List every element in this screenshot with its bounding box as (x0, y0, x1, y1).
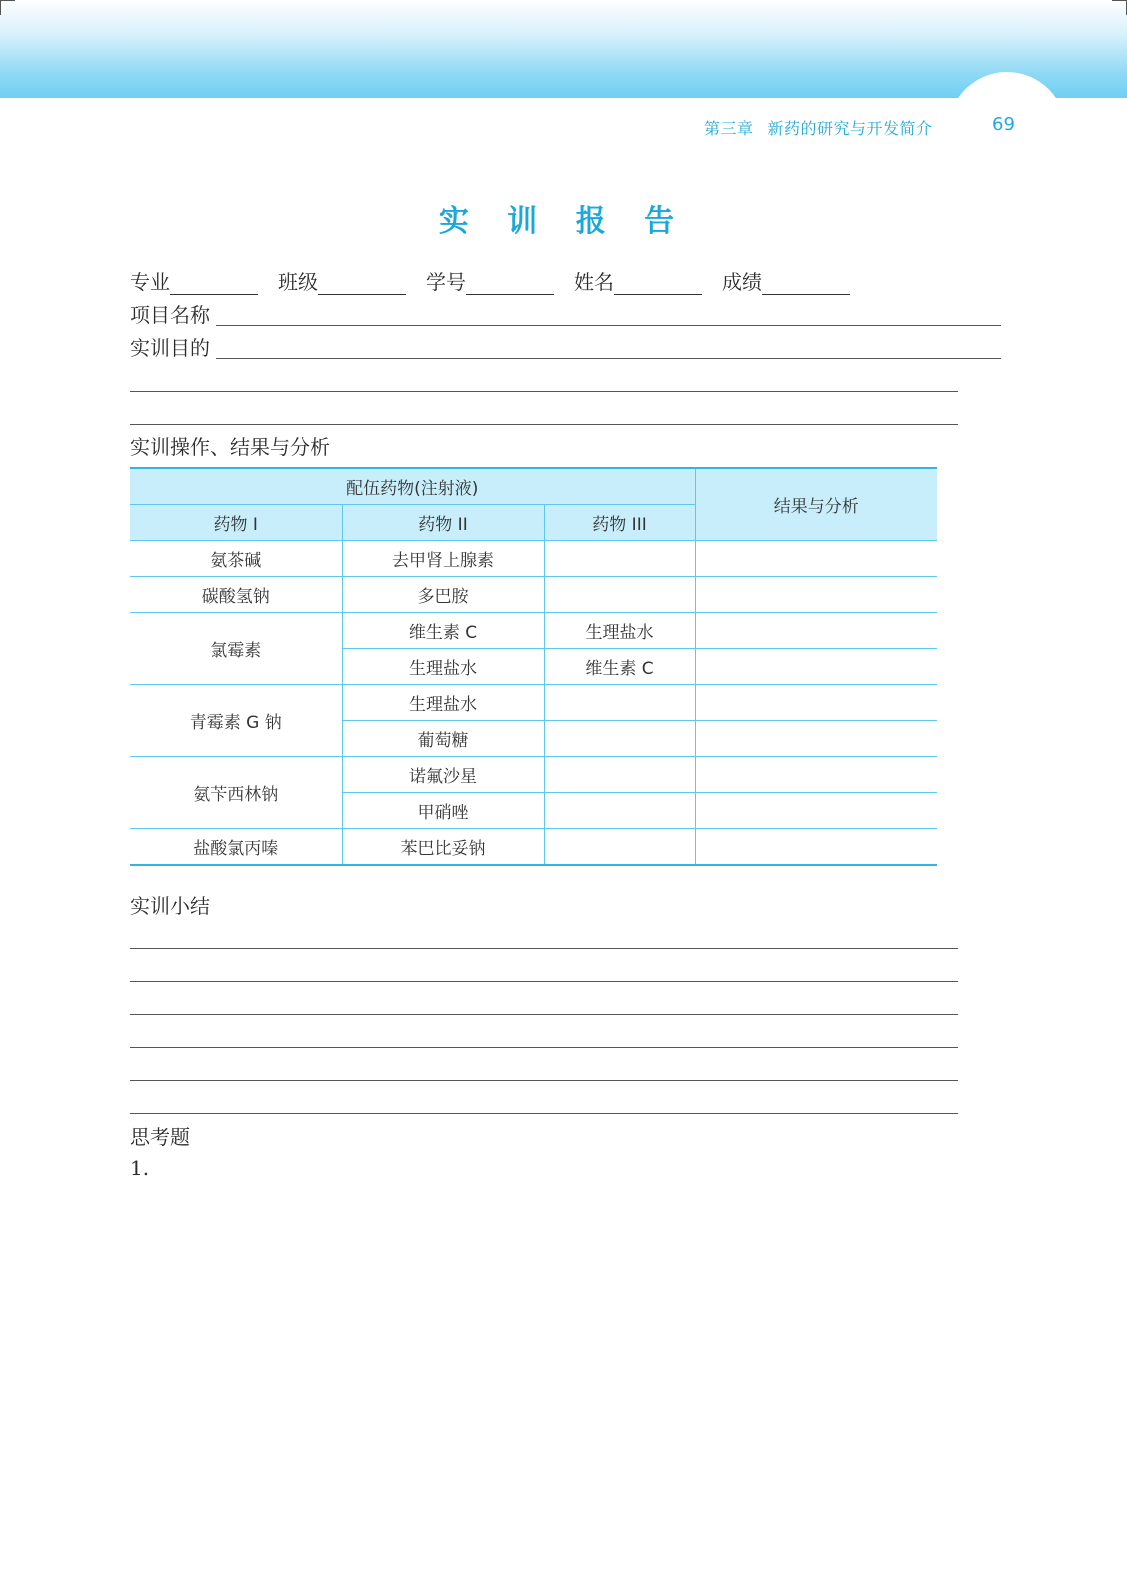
info-field (574, 266, 702, 295)
summary-label: 实训小结 (130, 894, 210, 918)
purpose-line[interactable] (130, 391, 958, 392)
info-field-blank[interactable] (762, 270, 850, 295)
report-title: 实 训 报 告 (438, 204, 689, 239)
table-row (130, 757, 937, 793)
table-row (130, 613, 937, 649)
column-header: 药物 I (130, 505, 342, 541)
questions-label: 思考题 (130, 1125, 190, 1149)
project-name-label: 项目名称 (130, 303, 210, 327)
result-cell[interactable] (695, 829, 937, 866)
chapter-number: 第三章 (704, 119, 754, 138)
student-info-row (130, 266, 870, 295)
drug3-cell (544, 541, 695, 577)
table-row (130, 541, 937, 577)
drug2-cell: 甲硝唑 (342, 793, 544, 829)
drug1-cell: 氯霉素 (130, 613, 342, 685)
result-cell[interactable] (695, 685, 937, 721)
table-row (130, 685, 937, 721)
result-cell[interactable] (695, 649, 937, 685)
drug3-cell: 维生素 C (544, 649, 695, 685)
page-number: 69 (992, 114, 1015, 135)
summary-line[interactable] (130, 1014, 958, 1015)
table-row (130, 577, 937, 613)
result-cell[interactable] (695, 613, 937, 649)
question-1: 1. (130, 1156, 150, 1180)
info-field-label: 学号 (426, 270, 466, 294)
drug2-cell: 诺氟沙星 (342, 757, 544, 793)
info-field-label: 班级 (278, 270, 318, 294)
drug2-cell: 多巴胺 (342, 577, 544, 613)
info-field-label: 姓名 (574, 270, 614, 294)
drug3-cell (544, 829, 695, 866)
chapter-title: 新药的研究与开发简介 (767, 119, 933, 138)
drug1-cell: 青霉素 G 钠 (130, 685, 342, 757)
compatibility-table (130, 467, 937, 866)
info-field (130, 266, 258, 295)
project-name-line[interactable] (216, 325, 1001, 326)
result-cell[interactable] (695, 793, 937, 829)
summary-line[interactable] (130, 1047, 958, 1048)
crop-mark (1112, 0, 1127, 15)
drug2-cell: 去甲肾上腺素 (342, 541, 544, 577)
running-head (704, 116, 933, 139)
info-field-blank[interactable] (170, 270, 258, 295)
info-field (278, 266, 406, 295)
drug1-cell: 碳酸氢钠 (130, 577, 342, 613)
table-row (130, 829, 937, 866)
summary-line[interactable] (130, 981, 958, 982)
result-cell[interactable] (695, 757, 937, 793)
info-field (722, 266, 850, 295)
purpose-line[interactable] (130, 424, 958, 425)
result-cell[interactable] (695, 721, 937, 757)
drug3-cell (544, 793, 695, 829)
info-field-label: 成绩 (722, 270, 762, 294)
drug3-cell (544, 685, 695, 721)
drug2-cell: 生理盐水 (342, 685, 544, 721)
info-field-label: 专业 (130, 270, 170, 294)
column-header: 药物 II (342, 505, 544, 541)
drug3-cell (544, 721, 695, 757)
drug1-cell: 盐酸氯丙嗪 (130, 829, 342, 866)
operation-label: 实训操作、结果与分析 (130, 435, 330, 459)
drug2-cell: 葡萄糖 (342, 721, 544, 757)
result-cell[interactable] (695, 541, 937, 577)
summary-line[interactable] (130, 1113, 958, 1114)
info-field-blank[interactable] (318, 270, 406, 295)
drug1-cell: 氨茶碱 (130, 541, 342, 577)
drug2-cell: 苯巴比妥钠 (342, 829, 544, 866)
drug3-cell (544, 757, 695, 793)
drug3-cell (544, 577, 695, 613)
drug1-cell: 氨苄西林钠 (130, 757, 342, 829)
result-cell[interactable] (695, 577, 937, 613)
group-header: 配伍药物(注射液) (130, 468, 695, 505)
info-field-blank[interactable] (466, 270, 554, 295)
column-header: 药物 III (544, 505, 695, 541)
header-band (0, 0, 1127, 98)
purpose-line[interactable] (216, 358, 1001, 359)
purpose-label: 实训目的 (130, 336, 210, 360)
result-header: 结果与分析 (695, 468, 937, 541)
drug2-cell: 生理盐水 (342, 649, 544, 685)
crop-mark (0, 0, 15, 15)
drug2-cell: 维生素 C (342, 613, 544, 649)
summary-line[interactable] (130, 948, 958, 949)
info-field-blank[interactable] (614, 270, 702, 295)
info-field (426, 266, 554, 295)
drug3-cell: 生理盐水 (544, 613, 695, 649)
summary-line[interactable] (130, 1080, 958, 1081)
